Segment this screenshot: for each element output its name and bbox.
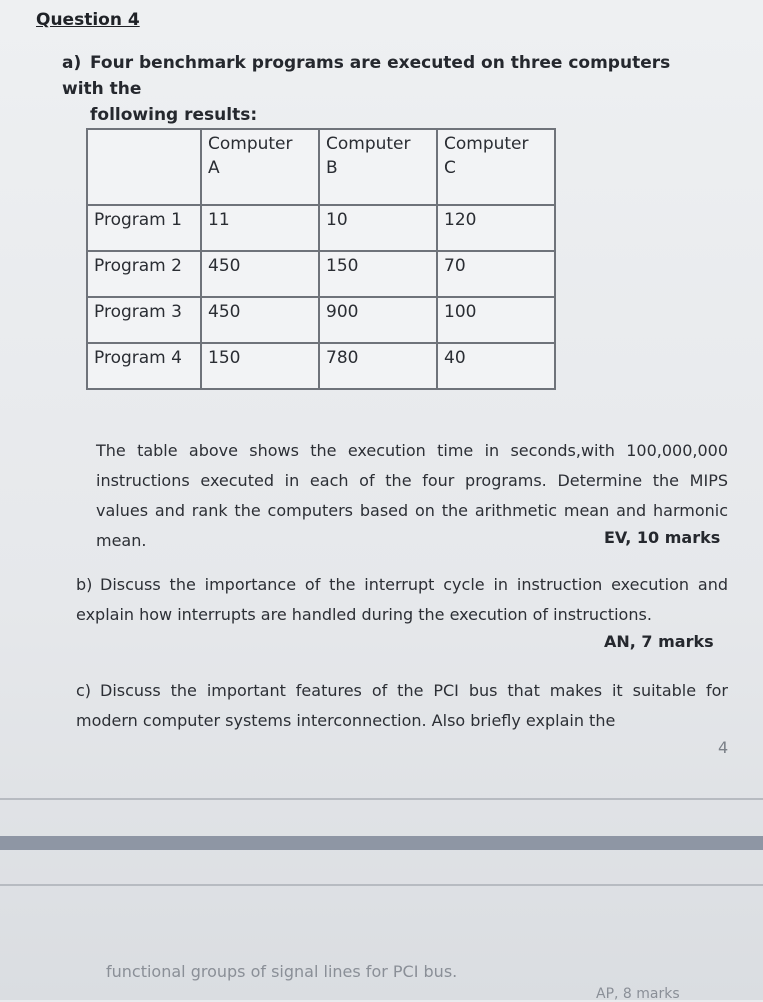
row-label: Program 3 — [87, 297, 201, 343]
header-cell-empty — [87, 129, 201, 205]
header-line1: Computer — [444, 134, 529, 154]
part-a-intro-line2: following results: — [90, 105, 258, 125]
table-row — [87, 343, 555, 389]
row-label: Program 2 — [87, 251, 201, 297]
table-row — [87, 251, 555, 297]
page-number: 4 — [718, 738, 729, 757]
header-line2: A — [208, 158, 220, 178]
table-cell: 100 — [437, 297, 555, 343]
part-a-label: a) — [62, 53, 82, 73]
table-cell: 11 — [201, 205, 319, 251]
row-label: Program 4 — [87, 343, 201, 389]
header-line1: Computer — [208, 134, 293, 154]
part-b-text: Discuss the importance of the interrupt cycle in instruction execution and explain how interrupts are handled during the execution of instructions. — [76, 575, 728, 624]
part-c — [76, 676, 728, 736]
benchmark-table — [86, 128, 556, 390]
header-cell-computer-c — [437, 129, 555, 205]
footer-marks: AP, 8 marks — [596, 986, 680, 1002]
table-cell: 40 — [437, 343, 555, 389]
part-b-label: b) — [76, 575, 93, 594]
part-c-label: c) — [76, 681, 92, 700]
table-cell: 150 — [319, 251, 437, 297]
header-line2: C — [444, 158, 456, 178]
footer-continuation-text: functional groups of signal lines for PCI bus. — [106, 962, 458, 981]
page-divider — [0, 884, 763, 886]
table-cell: 120 — [437, 205, 555, 251]
table-row — [87, 205, 555, 251]
header-line1: Computer — [326, 134, 411, 154]
page-divider — [0, 798, 763, 800]
page-break-band — [0, 836, 763, 850]
table-cell: 70 — [437, 251, 555, 297]
part-a-description: The table above shows the execution time in seconds,with 100,000,000 instructions executed in each of the four programs. Determine the MIPS values and rank the computers based on the arithmetic mean and harmonic mean. — [96, 441, 728, 550]
table-cell: 780 — [319, 343, 437, 389]
part-a-intro — [62, 50, 712, 128]
header-cell-computer-a — [201, 129, 319, 205]
table-cell: 10 — [319, 205, 437, 251]
row-label: Program 1 — [87, 205, 201, 251]
part-a-intro-line1: Four benchmark programs are executed on three computers with the — [62, 53, 671, 99]
table-header-row — [87, 129, 555, 205]
header-line2: B — [326, 158, 338, 178]
part-a-marks: EV, 10 marks — [604, 528, 721, 547]
question-title: Question 4 — [36, 10, 140, 30]
table-cell: 450 — [201, 251, 319, 297]
part-c-text: Discuss the important features of the PCI bus that makes it suitable for modern computer systems interconnection. Also briefly explain the — [76, 681, 728, 730]
table-cell: 900 — [319, 297, 437, 343]
part-b — [76, 570, 728, 630]
table-cell: 150 — [201, 343, 319, 389]
table-cell: 450 — [201, 297, 319, 343]
part-b-marks: AN, 7 marks — [604, 632, 714, 651]
header-cell-computer-b — [319, 129, 437, 205]
table-row — [87, 297, 555, 343]
